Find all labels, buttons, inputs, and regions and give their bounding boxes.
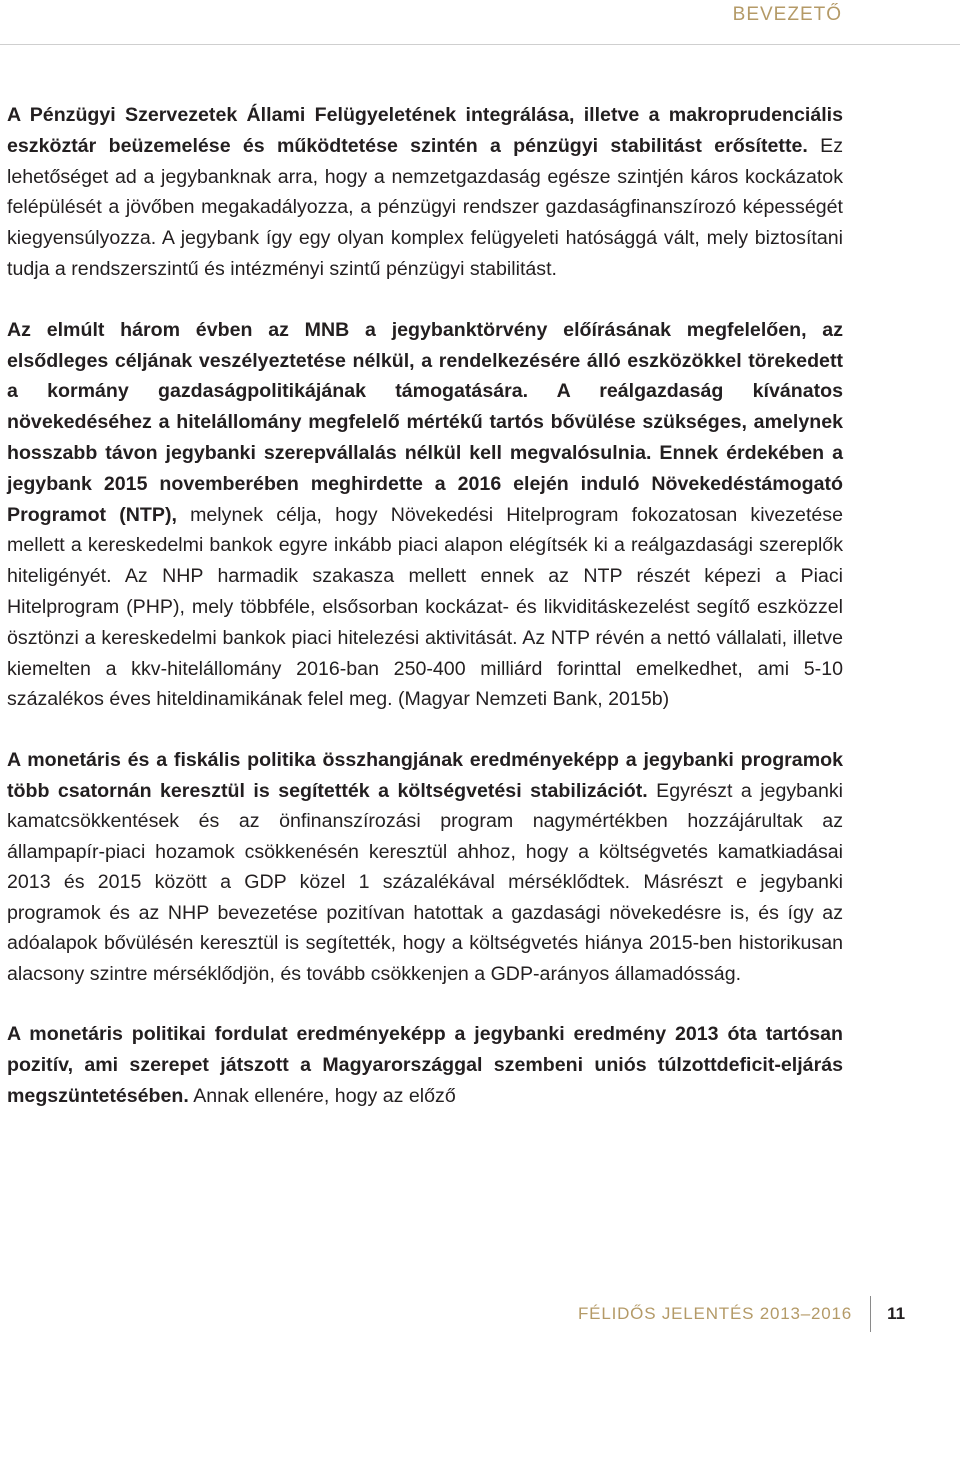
paragraph-body: Annak ellenére, hogy az előző bbox=[188, 1084, 456, 1107]
paragraph-central-bank-result bbox=[7, 1019, 843, 1111]
paragraph-body: Egyrészt a jegybanki kamatcsökkentések és az önfinanszírozási program nagymértékben hozzájárultak az állampapír-piaci hozamok csökkenésén keresztül ahhoz, hogy a költségvetés kamatkiadásai 2013 és 2015 között a GDP közel 1 százalékával mérséklődtek. Másrészt e jegybanki programok és az NHP bevezetése pozitívan hatottak a gazdasági növekedésre is, és így az adóalapok bővülésén keresztül is segítették, hogy a költségvetés hiánya 2015-ben historikusan alacsony szintre mérséklődjön, és tovább csökkenjen a GDP-arányos államadósság. bbox=[7, 779, 843, 985]
page-number: 11 bbox=[887, 1304, 906, 1323]
paragraph-lead-bold: A Pénzügyi Szervezetek Állami Felügyeletének integrálása, illetve a makroprudenciális eszköztár beüzemelése és működtetése szintén a pénzügyi stabilitást erősítette. bbox=[7, 104, 843, 157]
footer-report-title: FÉLIDŐS JELENTÉS 2013–2016 bbox=[578, 1304, 853, 1323]
paragraph-fiscal-coordination bbox=[7, 745, 843, 989]
paragraph-lead-bold: A monetáris politikai fordulat eredményeképp a jegybanki eredmény 2013 óta tartósan pozitív, ami szerepet játszott a Magyarországgal szembeni uniós túlzottdeficit-eljárás megszüntetésében. bbox=[7, 1023, 843, 1107]
section-header-label: BEVEZETŐ bbox=[732, 4, 842, 25]
footer-divider bbox=[870, 1296, 871, 1332]
page-footer bbox=[578, 1294, 905, 1334]
body-text bbox=[7, 100, 843, 1142]
paragraph-body: Ez lehetőséget ad a jegybanknak arra, hogy a nemzetgazdaság egésze szintjén káros kockázatok felépülését a jövőben megakadályozza, a pénzügyi rendszer gazdaságfinanszírozó képességét kiegyensúlyozza. A jegybank így egy olyan komplex felügyeleti hatósággá vált, mely biztosítani tudja a rendszerszintű és intézményi szintű pénzügyi stabilitást. bbox=[7, 134, 844, 280]
paragraph-body: melynek célja, hogy Növekedési Hitelprogram fokozatosan kivezetése mellett a kereskedelmi bankok egyre inkább piaci alapon elégítsék ki a reálgazdasági szereplők hiteligényét. Az NHP harmadik szakasza mellett ennek az NTP részét képezi a Piaci Hitelprogram (PHP), mely többféle, elsősorban kockázat- és likviditáskezelést segítő eszközzel ösztönzi a kereskedelmi bankok piaci hitelezési aktivitását. Az NTP révén a nettó vállalati, illetve kiemelten a kkv-hitelállomány 2016-ban 250-400 milliárd forinttal emelkedhet, ami 5-10 százalékos éves hiteldinamikának felel meg. (Magyar Nemzeti Bank, 2015b) bbox=[7, 503, 843, 711]
header-divider bbox=[0, 44, 960, 45]
paragraph-lead-bold: A monetáris és a fiskális politika összhangjának eredményeképp a jegybanki programok több csatornán keresztül is segítették a költségvetési stabilizációt. bbox=[7, 749, 843, 802]
paragraph-supervision-integration bbox=[7, 100, 843, 285]
paragraph-lead-bold: Az elmúlt három évben az MNB a jegybanktörvény előírásának megfelelően, az elsődleges céljának veszélyeztetése nélkül, a rendelkezésére álló eszközökkel törekedett a kormány gazdaságpolitikájának támogatására. A reálgazdaság kívánatos növekedéséhez a hitelállomány megfelelő mértékű tartós bővülése szükséges, amelynek hosszabb távon jegybanki szerepvállalás nélkül kell megvalósulnia. Ennek érdekében a jegybank 2015 novemberében meghirdette a 2016 elején induló Növekedéstámogató Programot (NTP), bbox=[7, 318, 843, 526]
paragraph-growth-support bbox=[7, 315, 843, 715]
